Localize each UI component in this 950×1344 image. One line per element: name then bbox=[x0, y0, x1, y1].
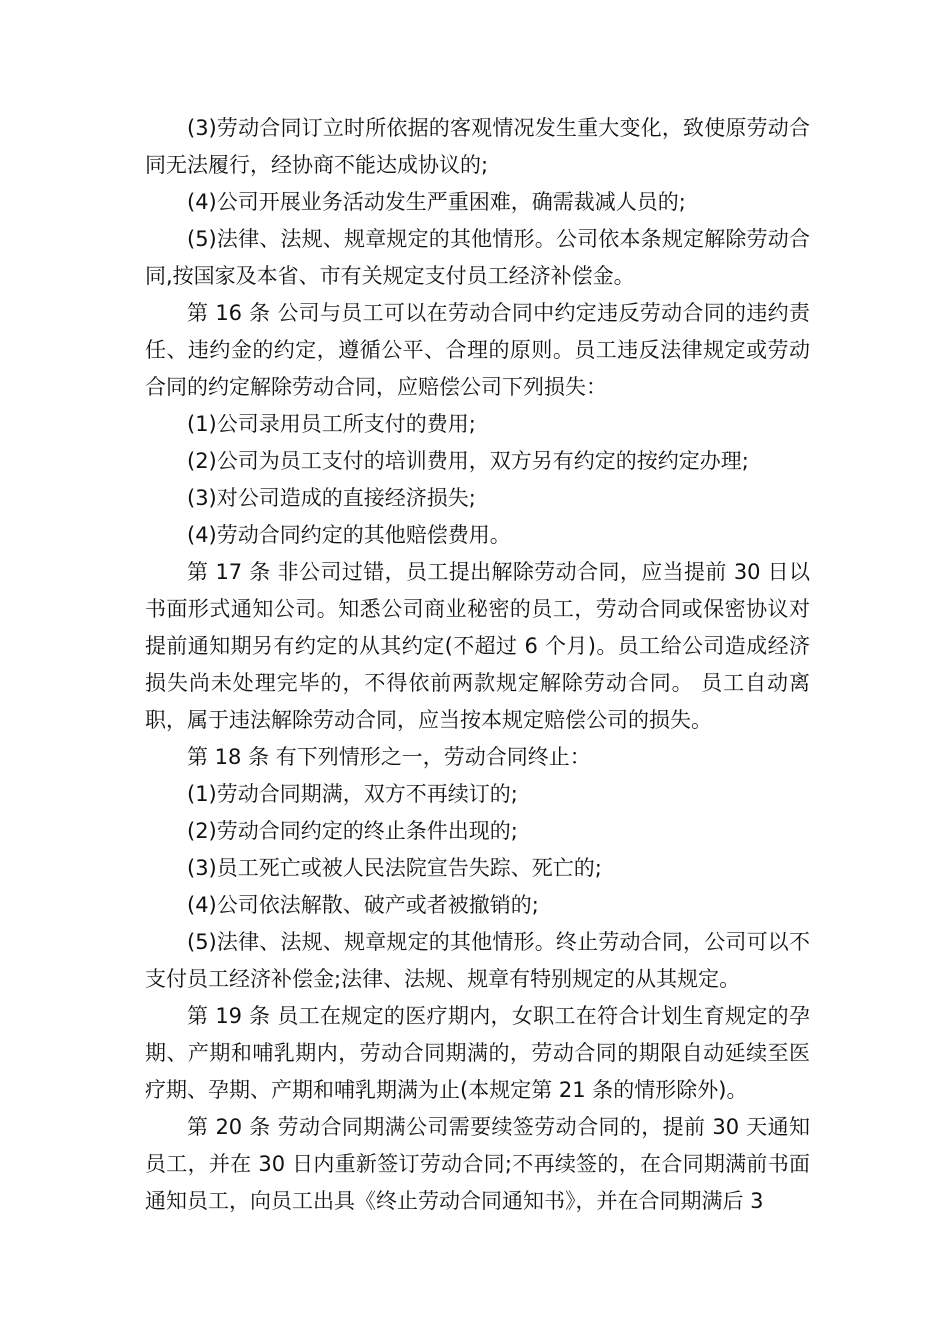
paragraph-article-19: 第 19 条 员工在规定的医疗期内，女职工在符合计划生育规定的孕期、产期和哺乳期内，劳动合同期满的，劳动合同的期限自动延续至医疗期、孕期、产期和哺乳期满为止(本规定第 21 条的情形除外)。 bbox=[145, 1004, 810, 1102]
paragraph-article-18-item-5: (5)法律、法规、规章规定的其他情形。终止劳动合同，公司可以不支付员工经济补偿金;法律、法规、规章有特别规定的从其规定。 bbox=[145, 930, 810, 991]
paragraph-article-16-item-2: (2)公司为员工支付的培训费用，双方另有约定的按约定办理; bbox=[187, 449, 749, 473]
paragraph-clause-5: (5)法律、法规、规章规定的其他情形。公司依本条规定解除劳动合同,按国家及本省、市有关规定支付员工经济补偿金。 bbox=[145, 227, 810, 288]
paragraph-article-16-item-1: (1)公司录用员工所支付的费用; bbox=[187, 412, 476, 436]
paragraph-article-16: 第 16 条 公司与员工可以在劳动合同中约定违反劳动合同的违约责任、违约金的约定，遵循公平、合理的原则。员工违反法律规定或劳动合同的约定解除劳动合同，应赔偿公司下列损失： bbox=[145, 301, 810, 399]
paragraph-article-18-item-2: (2)劳动合同约定的终止条件出现的; bbox=[187, 819, 518, 843]
paragraph-article-16-item-3: (3)对公司造成的直接经济损失; bbox=[187, 486, 476, 510]
paragraph-article-16-item-4: (4)劳动合同约定的其他赔偿费用。 bbox=[187, 523, 511, 547]
paragraph-article-17: 第 17 条 非公司过错，员工提出解除劳动合同，应当提前 30 日以书面形式通知公司。知悉公司商业秘密的员工，劳动合同或保密协议对提前通知期另有约定的从其约定(不超过 6 个月)。员工给公司造成经济损失尚未处理完毕的，不得依前两款规定解除劳动合同。 员工自动离职，属于违法解除劳动合同，应当按本规定赔偿公司的损失。 bbox=[145, 560, 810, 732]
paragraph-article-20: 第 20 条 劳动合同期满公司需要续签劳动合同的，提前 30 天通知员工，并在 30 日内重新签订劳动合同;不再续签的，在合同期满前书面通知员工，向员工出具《终止劳动合同通知书》，并在合同期满后 3 bbox=[145, 1115, 810, 1213]
paragraph-article-18: 第 18 条 有下列情形之一，劳动合同终止： bbox=[187, 745, 591, 769]
paragraph-article-18-item-1: (1)劳动合同期满，双方不再续订的; bbox=[187, 782, 518, 806]
document-page bbox=[145, 110, 810, 1220]
paragraph-clause-4: (4)公司开展业务活动发生严重困难，确需裁减人员的; bbox=[187, 190, 686, 214]
paragraph-article-18-item-3: (3)员工死亡或被人民法院宣告失踪、死亡的; bbox=[187, 856, 602, 880]
paragraph-clause-3: (3)劳动合同订立时所依据的客观情况发生重大变化，致使原劳动合同无法履行，经协商不能达成协议的; bbox=[145, 116, 810, 177]
paragraph-article-18-item-4: (4)公司依法解散、破产或者被撤销的; bbox=[187, 893, 539, 917]
